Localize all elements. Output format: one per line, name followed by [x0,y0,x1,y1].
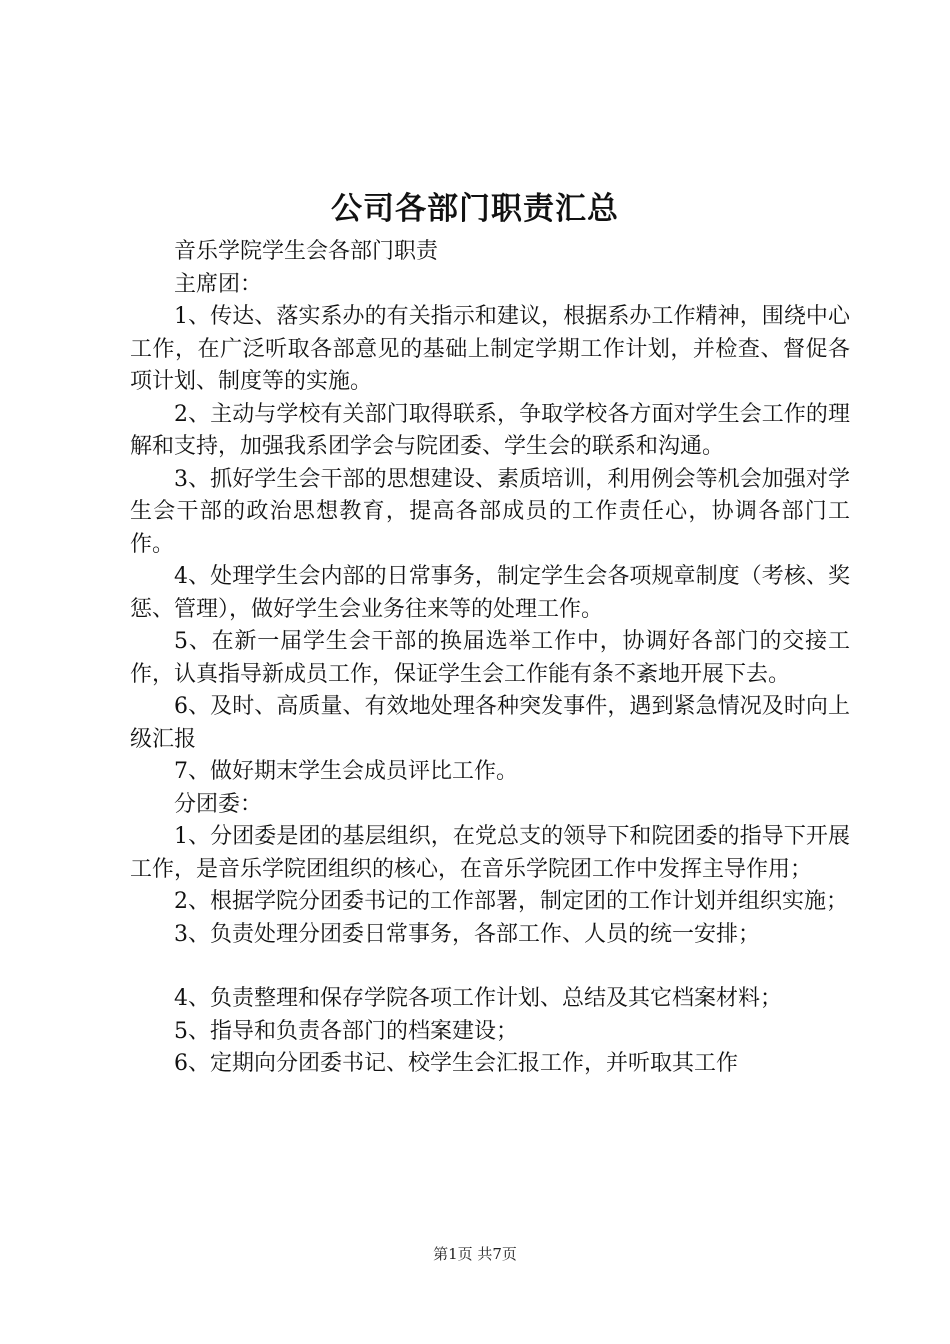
paragraph-section-presidium: 主席团： [174,271,263,297]
paragraph: 4、负责整理和保存学院各项工作计划、总结及其它档案材料； [174,986,782,1011]
paragraph-section-youth-league: 分团委： [174,791,263,817]
paragraph: 1、分团委是团的基层组织，在党总支的领导下和院团委的指导下开展工作，是音乐学院团组织的核心，在音乐学院团工作中发挥主导作用； [130,824,850,882]
blank-line [130,951,850,983]
paragraph: 2、根据学院分团委书记的工作部署，制定团的工作计划并组织实施； [174,889,848,914]
document-title: 公司各部门职责汇总 [331,191,619,227]
paragraph: 3、负责处理分团委日常事务，各部工作、人员的统一安排； [174,921,760,947]
document-body [130,236,850,1081]
paragraph: 7、做好期末学生会成员评比工作。 [174,759,518,784]
paragraph: 3、抓好学生会干部的思想建设、素质培训，利用例会等机会加强对学生会干部的政治思想教育，提高各部成员的工作责任心，协调各部门工作。 [130,466,850,557]
paragraph: 6、定期向分团委书记、校学生会汇报工作，并听取其工作 [174,1051,738,1076]
page-footer: 第1页 共7页 [433,1245,517,1263]
paragraph: 6、及时、高质量、有效地处理各种突发事件，遇到紧急情况及时向上级汇报 [130,694,850,752]
paragraph: 4、处理学生会内部的日常事务，制定学生会各项规章制度（考核、奖惩、管理），做好学生会业务往来等的处理工作。 [130,564,850,622]
paragraph: 1、传达、落实系办的有关指示和建议，根据系办工作精神，围绕中心工作，在广泛听取各部意见的基础上制定学期工作计划，并检查、督促各项计划、制度等的实施。 [130,304,850,394]
paragraph-heading: 音乐学院学生会各部门职责 [174,239,439,264]
paragraph: 5、指导和负责各部门的档案建设； [174,1018,518,1044]
paragraph: 5、在新一届学生会干部的换届选举工作中，协调好各部门的交接工作，认真指导新成员工作，保证学生会工作能有条不紊地开展下去。 [130,629,850,687]
paragraph: 2、主动与学校有关部门取得联系，争取学校各方面对学生会工作的理解和支持，加强我系团学会与院团委、学生会的联系和沟通。 [130,401,850,459]
